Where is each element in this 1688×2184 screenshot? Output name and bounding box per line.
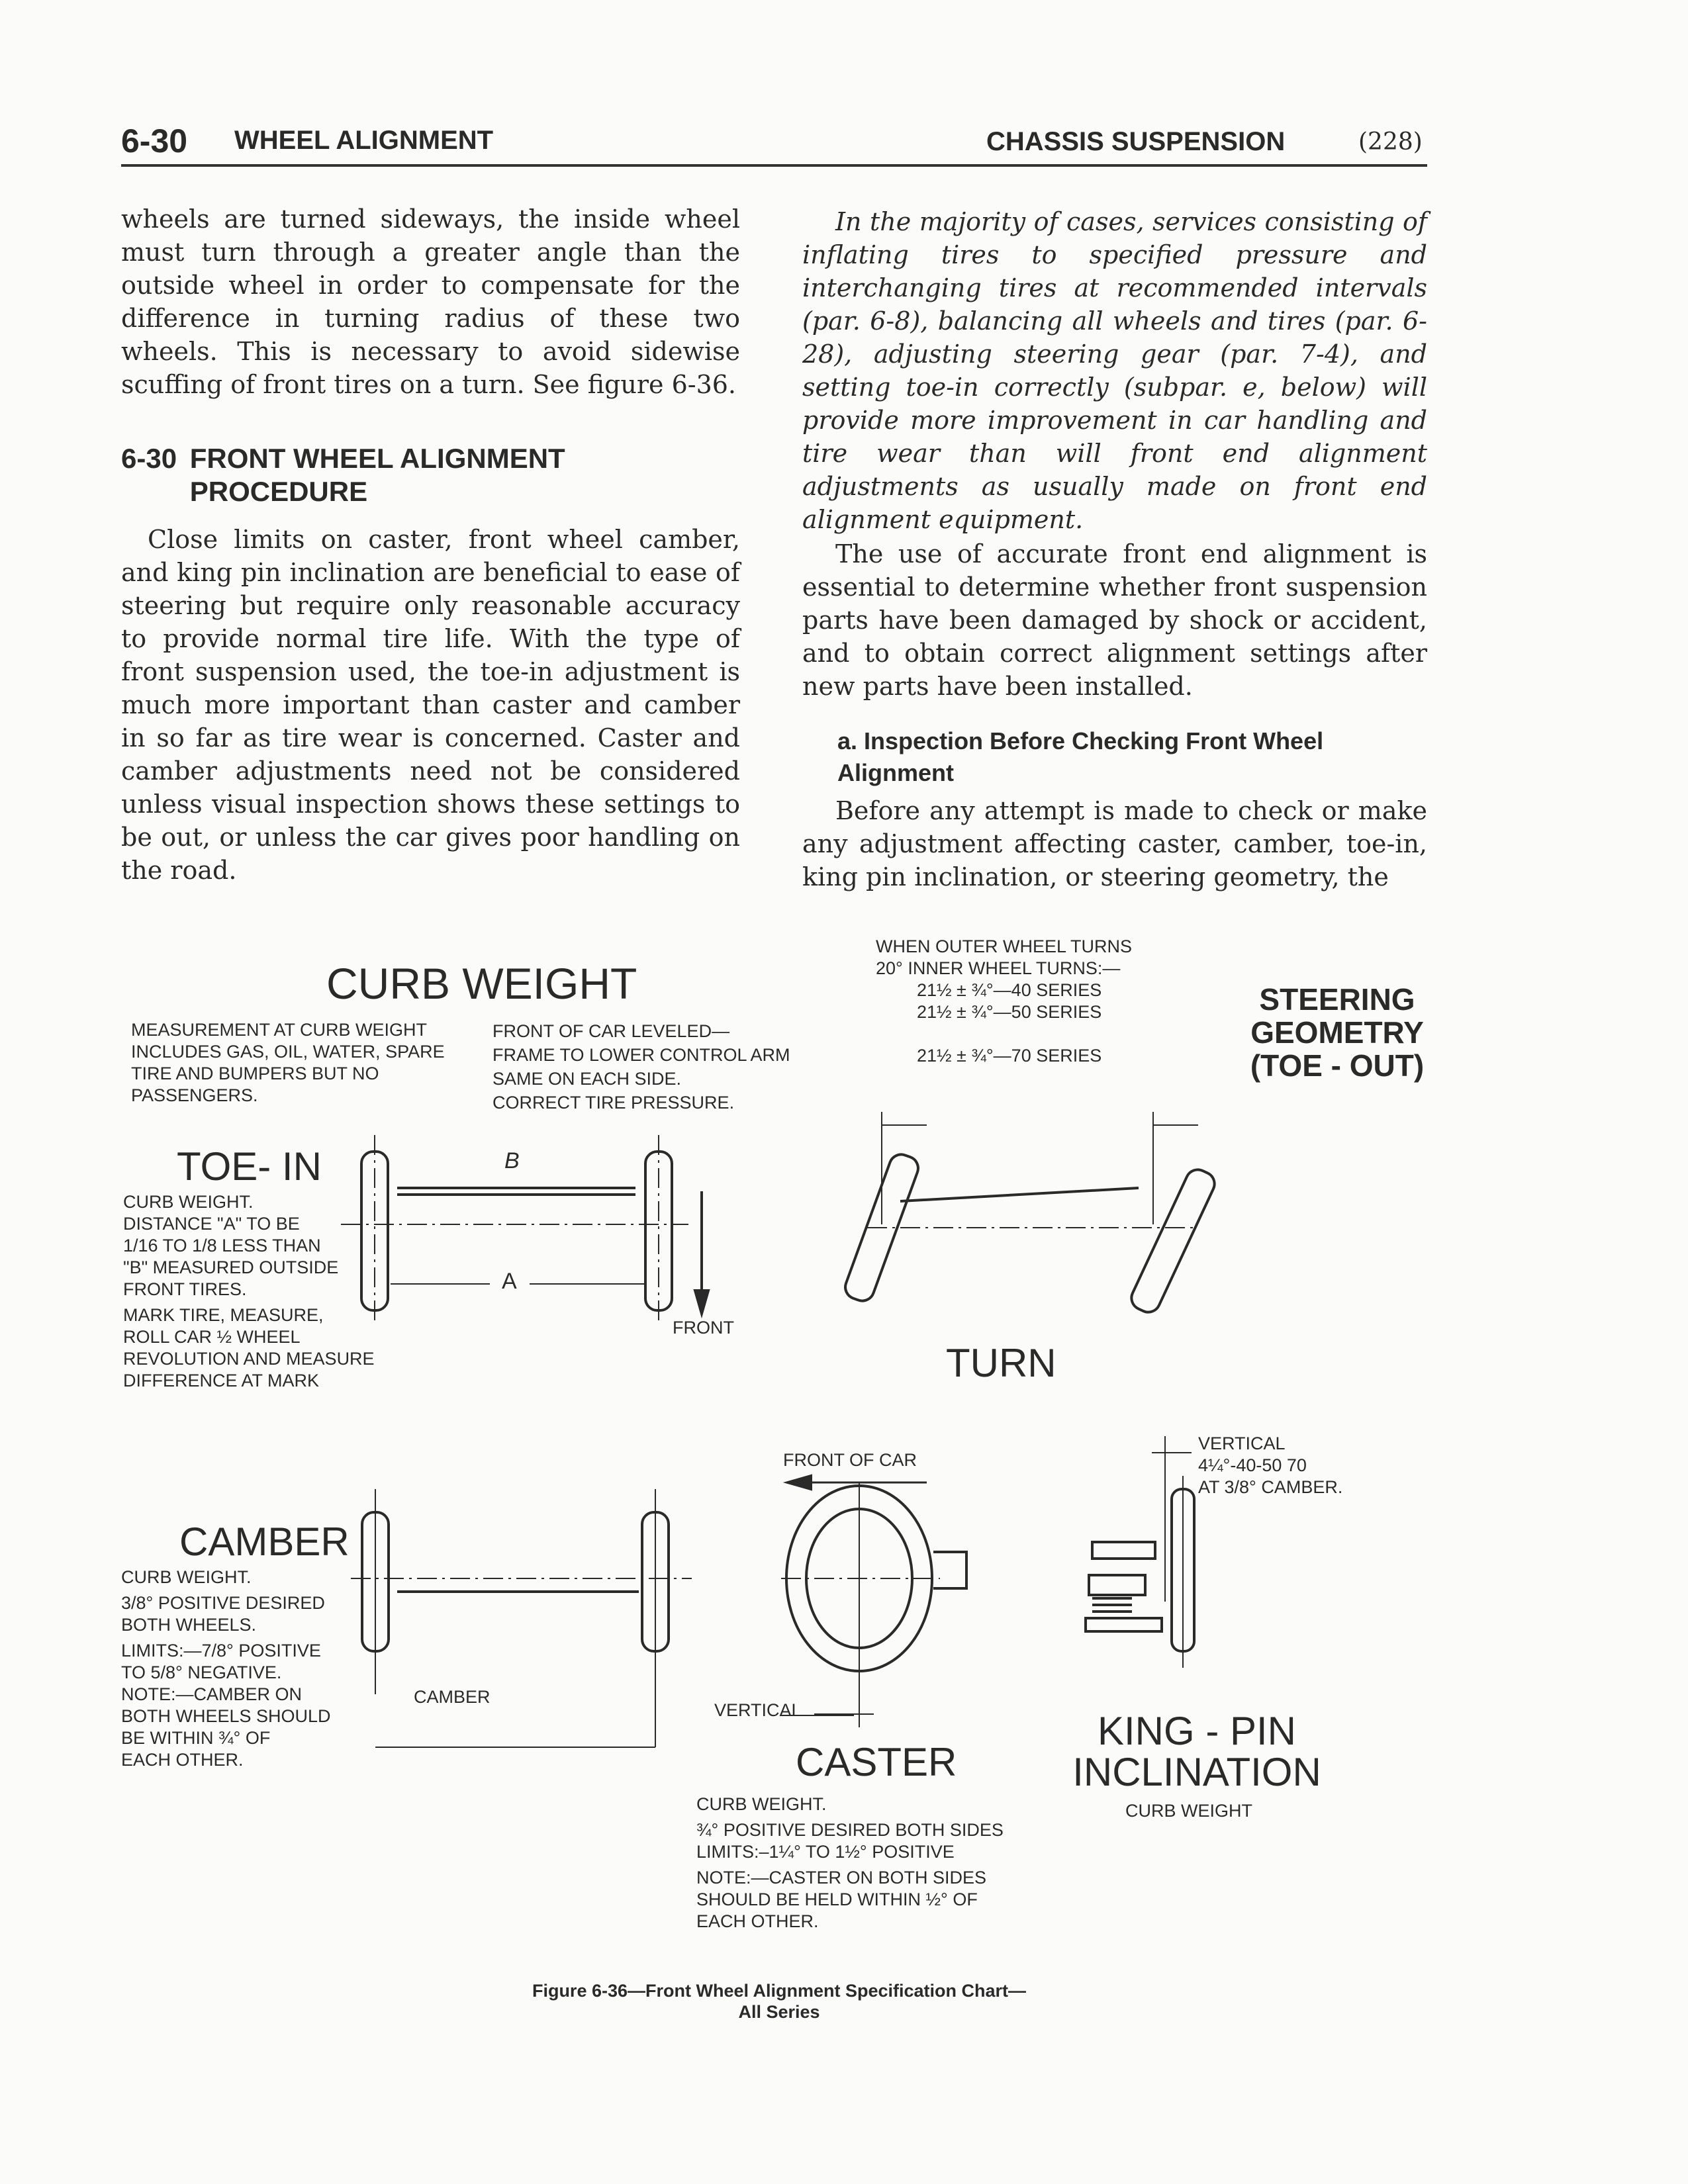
- note-line: AT 3/8° CAMBER.: [1198, 1477, 1343, 1497]
- toe-in-diagram: [341, 1135, 708, 1324]
- page-number: 6-30: [121, 122, 188, 159]
- note-line: EACH OTHER.: [121, 1750, 244, 1770]
- steering-geometry-title: [1225, 983, 1450, 1082]
- curb-weight-notes: [131, 1019, 445, 1107]
- note-line: TIRE AND BUMPERS BUT NO: [131, 1064, 379, 1083]
- camber-notes: [121, 1567, 331, 1771]
- front-label: FRONT: [673, 1318, 734, 1338]
- note-line: FRAME TO LOWER CONTROL ARM: [492, 1045, 790, 1065]
- note-line: VERTICAL: [1198, 1433, 1286, 1453]
- king-pin-sub: CURB WEIGHT: [1125, 1801, 1252, 1821]
- caster-diagram: [781, 1476, 966, 1727]
- king-pin-title: [1064, 1711, 1329, 1793]
- note-line: CORRECT TIRE PRESSURE.: [492, 1093, 735, 1113]
- figure-caption: [448, 1980, 1110, 2023]
- toe-in-notes: [123, 1191, 375, 1392]
- right-para-3: Before any attempt is made to check or make any adjustment affecting caster, camber, toe-in, king pin inclination, or steering geometry, the: [802, 796, 1427, 891]
- king-pin-diagram: [1086, 1436, 1194, 1668]
- chapter-title: CHASSIS SUSPENSION: [986, 127, 1286, 156]
- note-line: DIFFERENCE AT MARK: [123, 1371, 320, 1390]
- left-para-1: wheels are turned sideways, the inside wheel must turn through a greater angle than the outside wheel in order to compensate for the difference in turning radius of these two wheels. This is necessary to avoid sidewise scuffing of front tires on a turn. See figure 6-36.: [121, 205, 740, 399]
- note-line: FRONT OF CAR LEVELED—: [492, 1021, 730, 1041]
- note-line: PASSENGERS.: [131, 1085, 258, 1105]
- note-line: WHEN OUTER WHEEL TURNS: [876, 936, 1133, 956]
- toe-in-label-a: A: [502, 1269, 517, 1294]
- title-line: GEOMETRY: [1250, 1015, 1424, 1050]
- note-line: CURB WEIGHT.: [121, 1567, 252, 1587]
- turn-label: TURN: [946, 1341, 1056, 1385]
- vertical-label: VERTICAL: [714, 1700, 802, 1720]
- note-line: BOTH WHEELS SHOULD: [121, 1706, 331, 1726]
- note-line: CURB WEIGHT.: [123, 1192, 254, 1212]
- note-line: FRONT TIRES.: [123, 1279, 247, 1299]
- turn-spec: [876, 936, 1132, 1067]
- section-title: WHEEL ALIGNMENT: [234, 126, 494, 155]
- title-line: (TOE - OUT): [1250, 1048, 1425, 1083]
- series-line: 21½ ± ¾°—50 SERIES: [917, 1002, 1102, 1022]
- note-line: 20° INNER WHEEL TURNS:—: [876, 958, 1121, 978]
- camber-diagram-label: CAMBER: [414, 1687, 491, 1707]
- page-ref: (228): [1358, 128, 1423, 156]
- note-line: TO 5/8° NEGATIVE.: [121, 1662, 282, 1682]
- camber-title: CAMBER: [179, 1520, 350, 1564]
- subheading: a. Inspection Before Checking Front Wheel Alignment: [837, 727, 1324, 786]
- title-line: STEERING: [1259, 982, 1415, 1017]
- note-line: 4¼°-40-50 70: [1198, 1455, 1307, 1475]
- right-para-2: The use of accurate front end alignment is essential to determine whether front suspension parts have been damaged by shock or accident, and to obtain correct alignment settings after new parts have been installed.: [802, 539, 1427, 701]
- note-line: REVOLUTION AND MEASURE: [123, 1349, 375, 1369]
- curb-weight-title: CURB WEIGHT: [326, 959, 637, 1008]
- note-line: BE WITHIN ¾° OF: [121, 1728, 271, 1748]
- note-line: INCLUDES GAS, OIL, WATER, SPARE: [131, 1042, 445, 1062]
- note-line: SAME ON EACH SIDE.: [492, 1069, 682, 1089]
- caption-line: All Series: [738, 2002, 820, 2022]
- king-pin-callouts: [1198, 1433, 1342, 1498]
- caster-title: CASTER: [796, 1740, 957, 1784]
- note-line: DISTANCE "A" TO BE: [123, 1214, 300, 1234]
- note-line: 1/16 TO 1/8 LESS THAN: [123, 1236, 321, 1255]
- toe-in-label-b: B: [504, 1148, 520, 1173]
- series-line: 21½ ± ¾°—70 SERIES: [917, 1046, 1102, 1066]
- note-line: BOTH WHEELS.: [121, 1615, 257, 1635]
- series-line: 21½ ± ¾°—40 SERIES: [917, 980, 1102, 1000]
- note-line: MEASUREMENT AT CURB WEIGHT: [131, 1020, 428, 1040]
- note-line: 3/8° POSITIVE DESIRED: [121, 1593, 325, 1613]
- note-line: ¾° POSITIVE DESIRED BOTH SIDES: [696, 1820, 1004, 1840]
- note-line: MARK TIRE, MEASURE,: [123, 1305, 324, 1325]
- title-line: INCLINATION: [1072, 1750, 1321, 1794]
- curb-weight-conditions: [492, 1019, 790, 1115]
- caster-notes: [696, 1794, 1004, 1933]
- note-line: SHOULD BE HELD WITHIN ½° OF: [696, 1889, 978, 1909]
- note-line: "B" MEASURED OUTSIDE: [123, 1257, 339, 1277]
- front-of-car-label: FRONT OF CAR: [783, 1450, 917, 1470]
- note-line: LIMITS:–1¼° TO 1½° POSITIVE: [696, 1842, 955, 1862]
- right-para-1: In the majority of cases, services consisting of inflating tires to specified pressure and interchanging tires at recommended intervals (par. 6-8), balancing all wheels and tires (par. 6-28), adjusting steering gear (par. 7-4), and setting toe-in correctly (subpar. e, below) will provide more improvement in car handling and tire wear than will front end alignment adjustments as usually made on front end alignment equipment.: [802, 207, 1427, 534]
- caption-line: Figure 6-36—Front Wheel Alignment Specification Chart—: [532, 1981, 1027, 2001]
- camber-diagram: [351, 1489, 692, 1747]
- note-line: CURB WEIGHT.: [696, 1794, 827, 1814]
- note-line: NOTE:—CAMBER ON: [121, 1684, 303, 1704]
- note-line: ROLL CAR ½ WHEEL: [123, 1327, 301, 1347]
- title-line: KING - PIN: [1097, 1709, 1297, 1753]
- heading-number: 6-30: [121, 443, 177, 474]
- turn-diagram: [842, 1112, 1219, 1316]
- note-line: EACH OTHER.: [696, 1911, 819, 1931]
- toe-in-title: TOE- IN: [177, 1144, 322, 1189]
- left-para-2: Close limits on caster, front wheel camber, and king pin inclination are beneficial to ease of steering but require only reasonable accuracy to provide normal tire life. With the type of front suspension used, the toe-in adjustment is much more important than caster and camber in so far as tire wear is concerned. Caster and camber adjustments need not be considered unless visual inspection shows these settings to be out, or unless the car gives poor handling on the road.: [121, 525, 740, 885]
- note-line: LIMITS:—7/8° POSITIVE: [121, 1641, 321, 1661]
- note-line: NOTE:—CASTER ON BOTH SIDES: [696, 1868, 987, 1888]
- heading-text: FRONT WHEEL ALIGNMENT PROCEDURE: [189, 443, 565, 507]
